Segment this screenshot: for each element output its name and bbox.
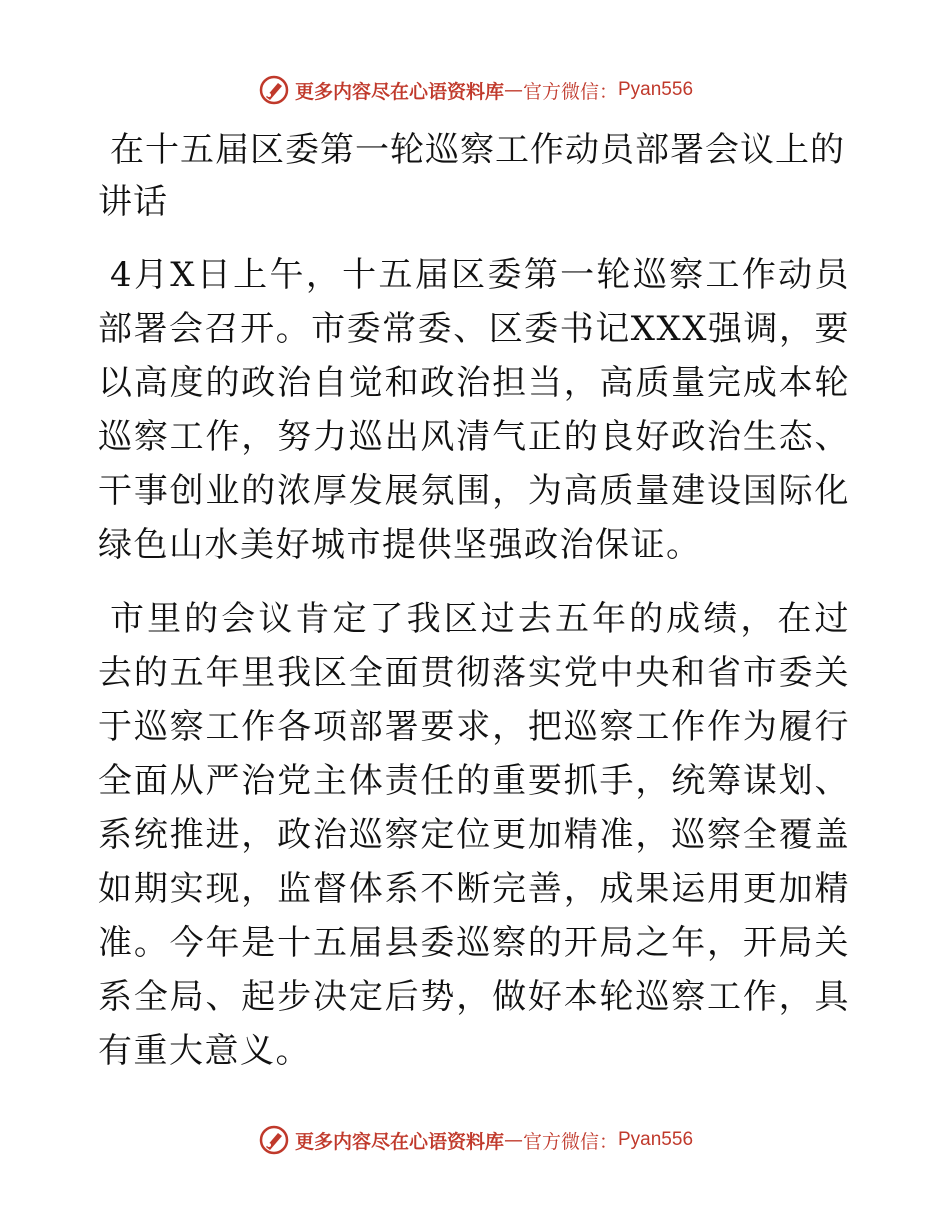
paragraph-1: 4月X日上午，十五届区委第一轮巡察工作动员部署会召开。市委常委、区委书记XXX强调，要以高度的政治自觉和政治担当，高质量完成本轮巡察工作，努力巡出风清气正的良好政治生态、干事创业的浓厚发展氛围，为高质量建设国际化绿色山水美好城市提供坚强政治保证。: [98, 255, 850, 565]
document-title: 在十五届区委第一轮巡察工作动员部署会议上的讲话: [98, 130, 845, 222]
watermark-wechat-id: Pyan556: [618, 79, 694, 100]
watermark-brand: 更多内容尽在心语资料库: [294, 1130, 504, 1153]
pen-circle-icon: [257, 73, 291, 107]
paragraph-2: 市里的会议肯定了我区过去五年的成绩，在过去的五年里我区全面贯彻落实党中央和省市委关于巡察工作各项部署要求，把巡察工作作为履行全面从严治党主体责任的重要抓手，统筹谋划、系统推进，政治巡察定位更加精准，巡察全覆盖如期实现，监督体系不断完善，成果运用更加精准。今年是十五届县委巡察的开局之年，开局关系全局、起步决定后势，做好本轮巡察工作，具有重大意义。: [98, 599, 850, 1071]
footer-watermark: [0, 1120, 950, 1160]
watermark-separator: —: [503, 1129, 523, 1151]
watermark-wechat-id: Pyan556: [618, 1129, 694, 1150]
watermark-separator: —: [503, 79, 523, 101]
watermark-brand: 更多内容尽在心语资料库: [294, 80, 504, 103]
watermark-official-label: 官方微信：: [522, 80, 618, 103]
document-body: [98, 124, 850, 1078]
pen-circle-icon: [257, 1123, 291, 1157]
header-watermark: [0, 70, 950, 110]
watermark-official-label: 官方微信：: [522, 1130, 618, 1153]
